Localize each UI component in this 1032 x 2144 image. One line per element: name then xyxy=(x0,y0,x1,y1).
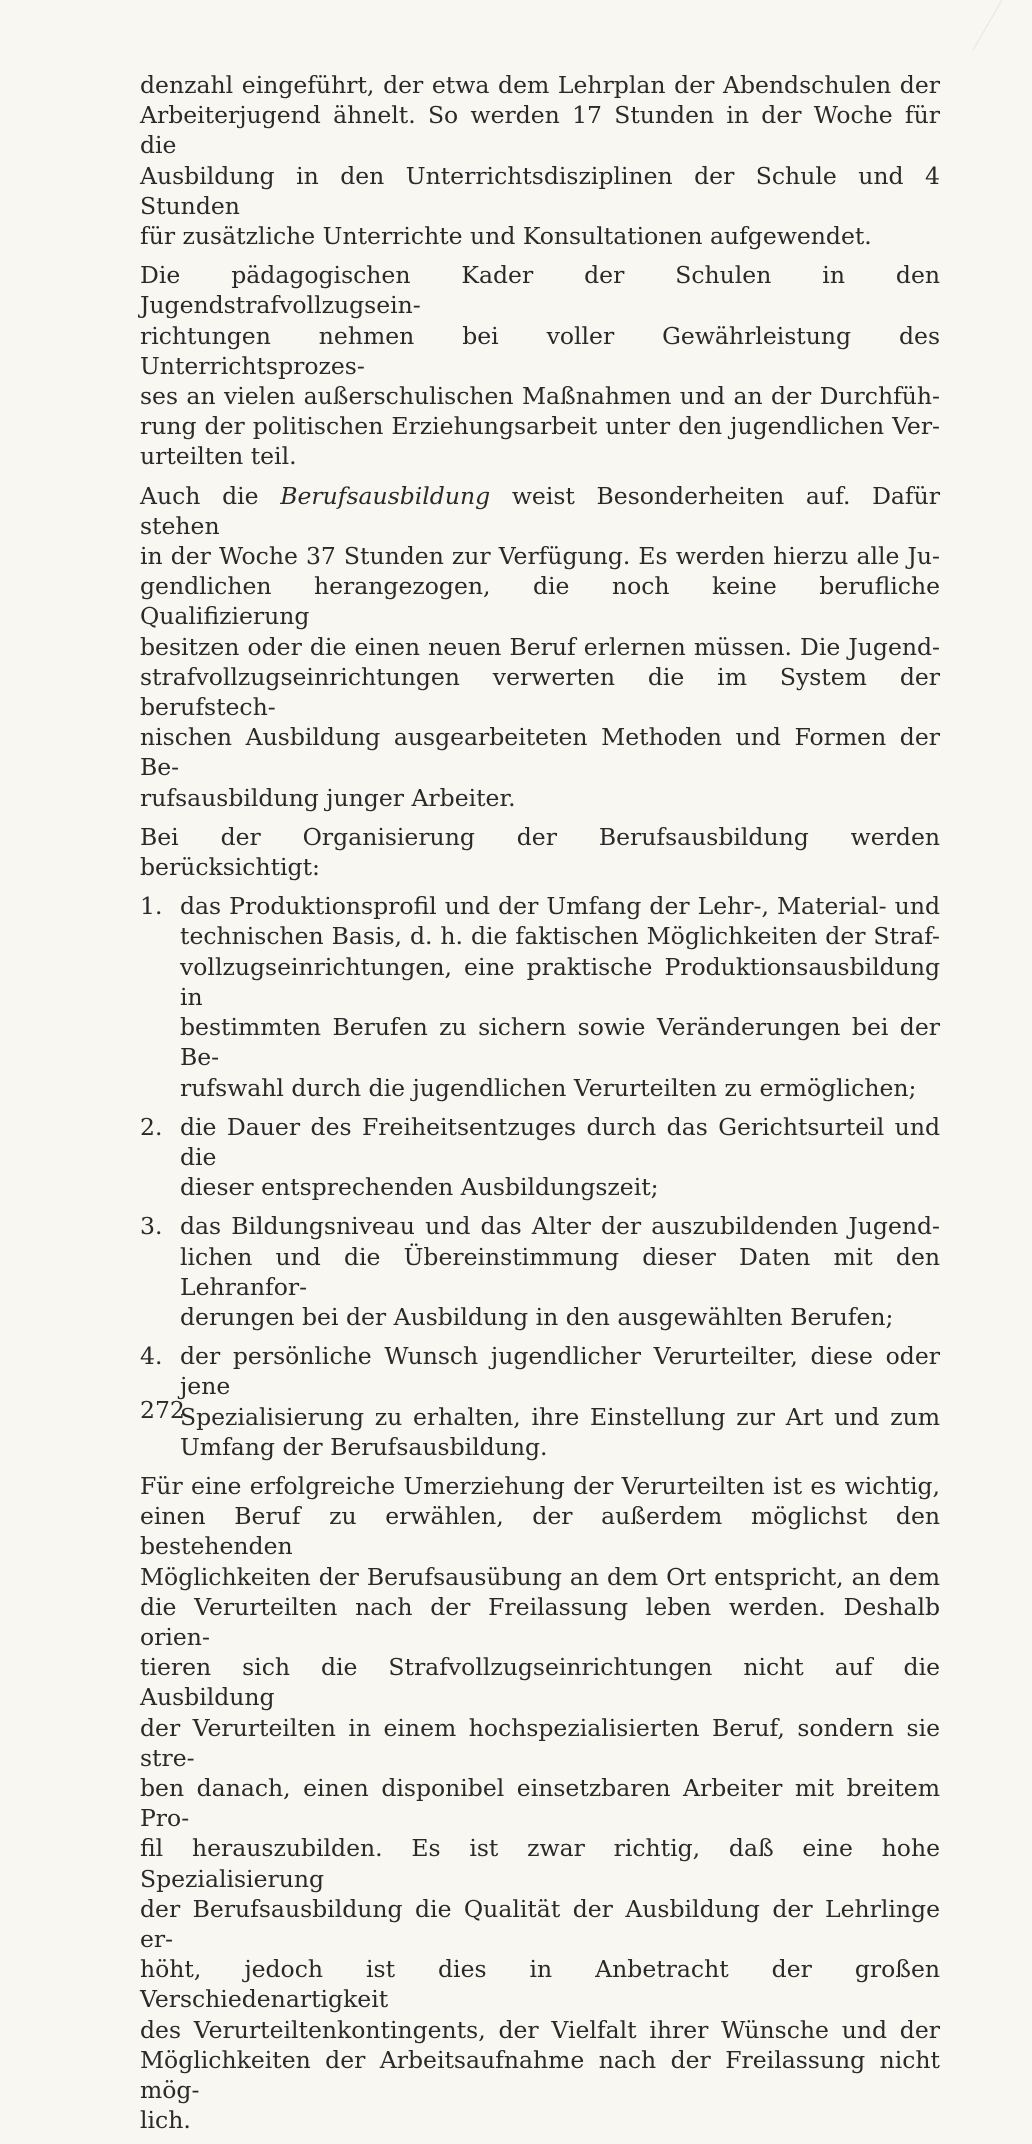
paragraph-3 xyxy=(140,481,940,813)
paragraph-2 xyxy=(140,260,940,471)
list-item xyxy=(140,1211,940,1332)
text-line: rufswahl durch die jugendlichen Verurteilten zu ermöglichen; xyxy=(180,1073,917,1102)
text-line: Spezialisierung zu erhalten, ihre Einstellung zur Art und zum xyxy=(180,1402,940,1431)
text-line: das Produktionsprofil und der Umfang der Lehr-, Material- und xyxy=(180,892,940,921)
text-line: tieren sich die Strafvollzugseinrichtungen nicht auf die Ausbildung xyxy=(140,1653,940,1712)
list-number: 4. xyxy=(140,1342,163,1371)
text-line: Umfang der Berufsausbildung. xyxy=(180,1432,548,1461)
text-line: bestimmten Berufen zu sichern sowie Veränderungen bei der Be- xyxy=(180,1013,940,1072)
text-line: lich. xyxy=(140,2106,191,2135)
numbered-list xyxy=(140,891,940,1462)
text-line: gendlichen herangezogen, die noch keine berufliche Qualifizierung xyxy=(140,572,940,631)
text-line: strafvollzugseinrichtungen verwerten die im System der berufstech- xyxy=(140,662,940,722)
text-line: Die pädagogischen Kader der Schulen in den Jugendstrafvollzugsein- xyxy=(140,261,940,320)
list-number: 3. xyxy=(140,1212,163,1241)
paragraph-4 xyxy=(140,822,940,882)
text-line: technischen Basis, d. h. die faktischen Möglichkeiten der Straf- xyxy=(180,922,940,951)
text-line: dieser entsprechenden Ausbildungszeit; xyxy=(180,1173,659,1202)
text-line: fil herauszubilden. Es ist zwar richtig, daß eine hohe Spezialisierung xyxy=(140,1834,940,1893)
text-line: lichen und die Übereinstimmung dieser Daten mit den Lehranfor- xyxy=(180,1242,940,1301)
text-line: einen Beruf zu erwählen, der außerdem möglichst den bestehenden xyxy=(140,1502,940,1561)
text-line: derungen bei der Ausbildung in den ausgewählten Berufen; xyxy=(180,1302,894,1331)
text-line: die Verurteilten nach der Freilassung leben werden. Deshalb orien- xyxy=(140,1592,940,1651)
list-item xyxy=(140,1341,940,1462)
text-line: der Verurteilten in einem hochspezialisierten Beruf, sondern sie stre- xyxy=(140,1713,940,1772)
text-line: Ausbildung in den Unterrichtsdisziplinen der Schule und 4 Stunden xyxy=(140,161,940,220)
text-line: Möglichkeiten der Arbeitsaufnahme nach der Freilassung nicht mög- xyxy=(140,2045,940,2104)
text-line: die Dauer des Freiheitsentzuges durch das Gerichtsurteil und die xyxy=(180,1112,940,1171)
text-line: denzahl eingeführt, der etwa dem Lehrplan der Abendschulen der xyxy=(140,71,940,99)
text-line: rufsausbildung junger Arbeiter. xyxy=(140,783,516,812)
text-line: ben danach, einen disponibel einsetzbaren Arbeiter mit breitem Pro- xyxy=(140,1773,940,1833)
scan-edge-mark xyxy=(973,0,1032,50)
text-line-with-emphasis xyxy=(140,481,940,541)
paragraph-final xyxy=(140,1471,940,2135)
text-line: in der Woche 37 Stunden zur Verfügung. Es werden hierzu alle Ju- xyxy=(140,542,940,571)
list-item xyxy=(140,1112,940,1203)
text-fragment: weist Besonderheiten auf. Dafür stehen xyxy=(140,481,940,540)
page-number: 272 xyxy=(140,1396,185,1424)
text-line: nischen Ausbildung ausgearbeiteten Methoden und Formen der Be- xyxy=(140,723,940,782)
page-body xyxy=(140,70,940,2144)
emphasized-term: Berufsausbildung xyxy=(280,481,491,510)
text-line: richtungen nehmen bei voller Gewährleistung des Unterrichtsprozes- xyxy=(140,321,940,380)
paragraph-1 xyxy=(140,70,940,251)
text-line: Möglichkeiten der Berufsausübung an dem Ort entspricht, an dem xyxy=(140,1562,940,1591)
text-line: Für eine erfolgreiche Umerziehung der Verurteilten ist es wichtig, xyxy=(140,1471,940,1500)
text-line: ses an vielen außerschulischen Maßnahmen und an der Durchfüh- xyxy=(140,382,940,411)
list-item xyxy=(140,891,940,1102)
text-line: Bei der Organisierung der Berufsausbildung werden berücksichtigt: xyxy=(140,822,940,882)
text-line: für zusätzliche Unterrichte und Konsultationen aufgewendet. xyxy=(140,222,872,251)
text-line: Arbeiterjugend ähnelt. So werden 17 Stunden in der Woche für die xyxy=(140,101,940,160)
text-line: des Verurteiltenkontingents, der Vielfalt ihrer Wünsche und der xyxy=(140,2015,940,2044)
list-number: 2. xyxy=(140,1112,163,1141)
list-number: 1. xyxy=(140,892,163,921)
text-line: das Bildungsniveau und das Alter der auszubildenden Jugend- xyxy=(180,1212,940,1241)
text-line: der persönliche Wunsch jugendlicher Verurteilter, diese oder jene xyxy=(180,1342,940,1401)
text-fragment: Auch die xyxy=(140,481,281,510)
text-line: besitzen oder die einen neuen Beruf erlernen müssen. Die Jugend- xyxy=(140,632,940,661)
text-line: höht, jedoch ist dies in Anbetracht der großen Verschiedenartigkeit xyxy=(140,1955,940,2014)
text-line: der Berufsausbildung die Qualität der Ausbildung der Lehrlinge er- xyxy=(140,1894,940,1953)
text-line: vollzugseinrichtungen, eine praktische Produktionsausbildung in xyxy=(180,952,940,1011)
text-line: urteilten teil. xyxy=(140,442,297,471)
text-line: rung der politischen Erziehungsarbeit unter den jugendlichen Ver- xyxy=(140,412,940,441)
